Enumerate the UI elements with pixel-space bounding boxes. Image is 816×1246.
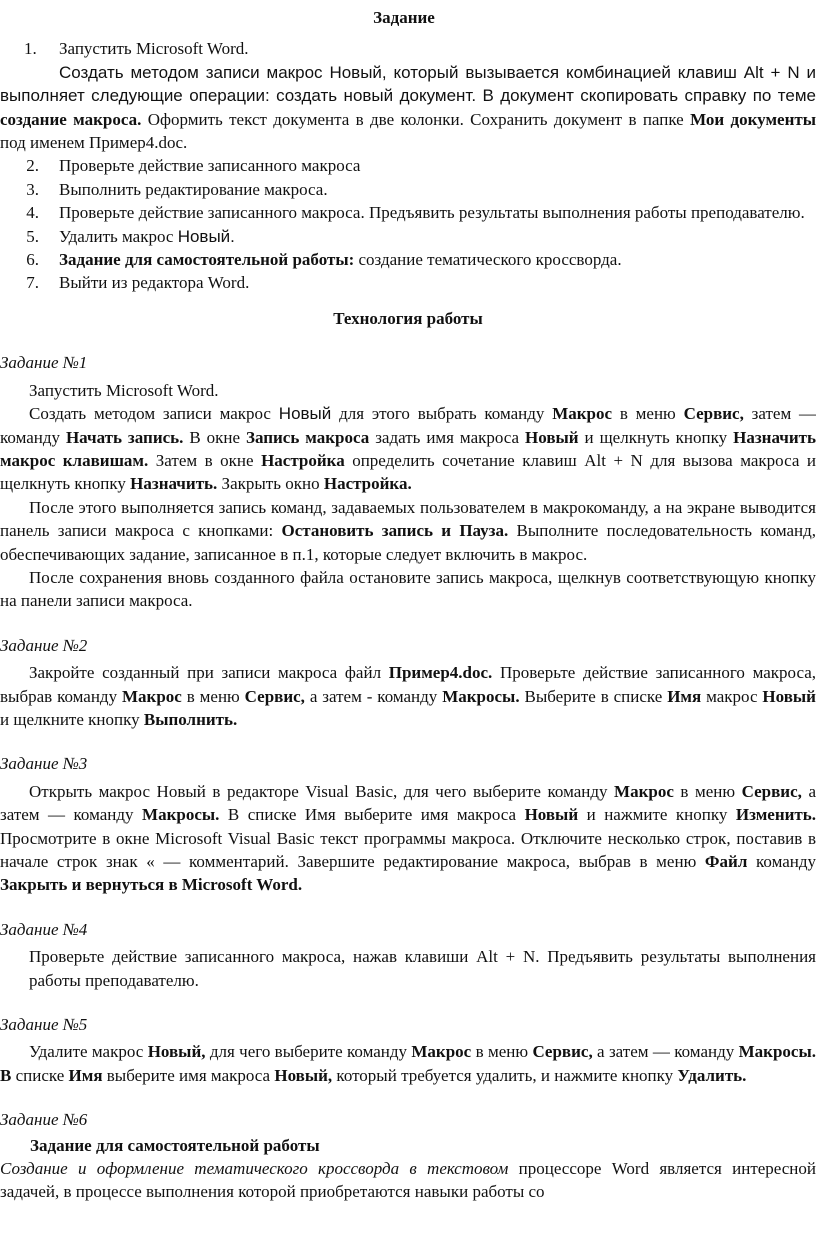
page-title: Задание — [373, 8, 435, 27]
task-item-2: 2. Проверьте действие записанного макроса — [26, 156, 361, 176]
task-heading-2: Задание №2 — [0, 635, 88, 655]
paragraph: Создание и оформление тематического кроссворда в текстовом процессоре Word является интересной задачей, в процессе выполнения которой приобретаются навыки работы со — [0, 1159, 816, 1202]
paragraph: Удалите макрос Новый, для чего выберите команду Макрос в меню Сервис, а затем — команду Макросы. В списке Имя выберите имя макроса Новый, который требуется удалить, и нажмите кнопку Удалить. — [0, 1042, 816, 1085]
paragraph: Проверьте действие записанного макроса, нажав клавиши Alt + N. Предъявить результаты выполнения работы преподавателю. — [29, 947, 816, 990]
task-heading-4: Задание №4 — [0, 919, 88, 939]
subheading: Задание для самостоятельной работы — [30, 1135, 320, 1155]
task-heading-1: Задание №1 — [0, 353, 88, 373]
document-page — [0, 6, 816, 1204]
task-item-4: 4. Проверьте действие записанного макроса. Предъявить результаты выполнения работы преподавателю. — [26, 203, 805, 223]
task-item-1: 1. Запустить Microsoft Word. — [0, 37, 816, 60]
task-heading-3: Задание №3 — [0, 754, 88, 774]
paragraph: Создать методом записи макрос Новый для этого выбрать команду Макрос в меню Сервис, затем — команду Начать запись. В окне Запись макроса задать имя макроса Новый и щелкнуть кнопку Назначить макрос клавишам. Затем в окне Настройка определить сочетание клавиш Alt + N для вызова макроса и щелкнуть кнопку Назначить. Закрыть окно Настройка. — [0, 404, 816, 494]
paragraph: Открыть макрос Новый в редакторе Visual Basic, для чего выберите команду Макрос в меню Сервис, а затем — команду Макросы. В списке Имя выберите имя макроса Новый и нажмите кнопку Изменить. Просмотрите в окне Microsoft Visual Basic текст программы макроса. Отключите несколько строк, поставив в начале строк знак « — комментарий. Завершите редактирование макроса, выбрав в меню Файл команду Закрыть и вернуться в Microsoft Word. — [0, 781, 816, 895]
paragraph: Закройте созданный при записи макроса файл Пример4.doc. Проверьте действие записанного макроса, выбрав команду Макрос в меню Сервис, а затем - команду Макросы. Выберите в списке Имя макрос Новый и щелкните кнопку Выполнить. — [0, 663, 816, 729]
paragraph: После сохранения вновь созданного файла остановите запись макроса, щелкнув соответствующую кнопку на панели записи макроса. — [0, 567, 816, 611]
task-item-7: 7. Выйти из редактора Word. — [26, 273, 250, 293]
section-heading: Технология работы — [333, 308, 483, 328]
task-item-5: 5. Удалить макрос Новый. — [26, 226, 235, 246]
task-item-3: 3. Выполнить редактирование макроса. — [26, 179, 328, 199]
task-heading-6: Задание №6 — [0, 1110, 88, 1130]
task-1-description: Создать методом записи макрос Новый, который вызывается комбинацией клавиш Alt + N и выполняет следующие операции: создать новый документ. В документ скопировать справку по теме создание макроса. Оформить текст документа в две колонки. Сохранить документ в папке Мои документы под именем Пример4.doc. — [0, 62, 816, 153]
task-heading-5: Задание №5 — [0, 1015, 88, 1035]
paragraph: Запустить Microsoft Word. — [29, 380, 219, 400]
task-item-6: 6. Задание для самостоятельной работы: создание тематического кроссворда. — [26, 250, 622, 270]
paragraph: После этого выполняется запись команд, задаваемых пользователем в макрокоманду, а на экране выводится панель записи макроса с кнопками: Остановить запись и Пауза. Выполните последовательность команд, обеспечивающих задание, записанное в п.1, которые следует включить в макрос. — [0, 497, 816, 564]
task-number: 1. — [24, 39, 37, 59]
